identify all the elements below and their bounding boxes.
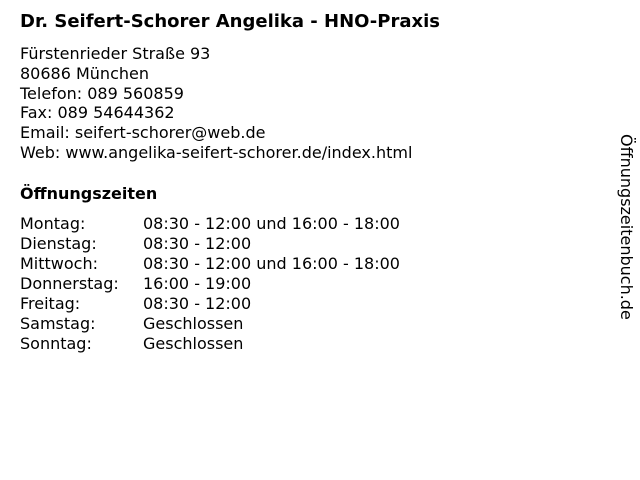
- city-postcode: 80686 München: [20, 63, 149, 83]
- day-label: Samstag:: [20, 314, 96, 333]
- time-value: 08:30 - 12:00: [143, 234, 252, 253]
- time-value: Geschlossen: [143, 314, 244, 333]
- time-value: Geschlossen: [143, 334, 244, 353]
- day-label: Mittwoch:: [20, 254, 98, 273]
- day-label: Sonntag:: [20, 334, 92, 353]
- day-label: Montag:: [20, 214, 86, 233]
- practice-title: Dr. Seifert-Schorer Angelika - HNO-Praxis: [20, 11, 440, 32]
- time-value: 16:00 - 19:00: [143, 274, 252, 293]
- email-address: Email: seifert-schorer@web.de: [20, 123, 266, 143]
- time-value: 08:30 - 12:00 und 16:00 - 18:00: [143, 254, 400, 273]
- opening-hours-heading: Öffnungszeiten: [20, 184, 158, 203]
- day-label: Donnerstag:: [20, 274, 119, 293]
- brand-watermark: Öffnungszeitenbuch.de: [617, 134, 636, 320]
- contact-block: [20, 44, 412, 163]
- time-value: 08:30 - 12:00 und 16:00 - 18:00: [143, 214, 400, 233]
- website-url: Web: www.angelika-seifert-schorer.de/index.html: [20, 142, 413, 162]
- day-label: Dienstag:: [20, 234, 97, 253]
- phone-number: Telefon: 089 560859: [20, 83, 184, 103]
- day-label: Freitag:: [20, 294, 81, 313]
- street-address: Fürstenrieder Straße 93: [20, 44, 211, 63]
- fax-number: Fax: 089 54644362: [20, 103, 175, 123]
- time-value: 08:30 - 12:00: [143, 294, 252, 313]
